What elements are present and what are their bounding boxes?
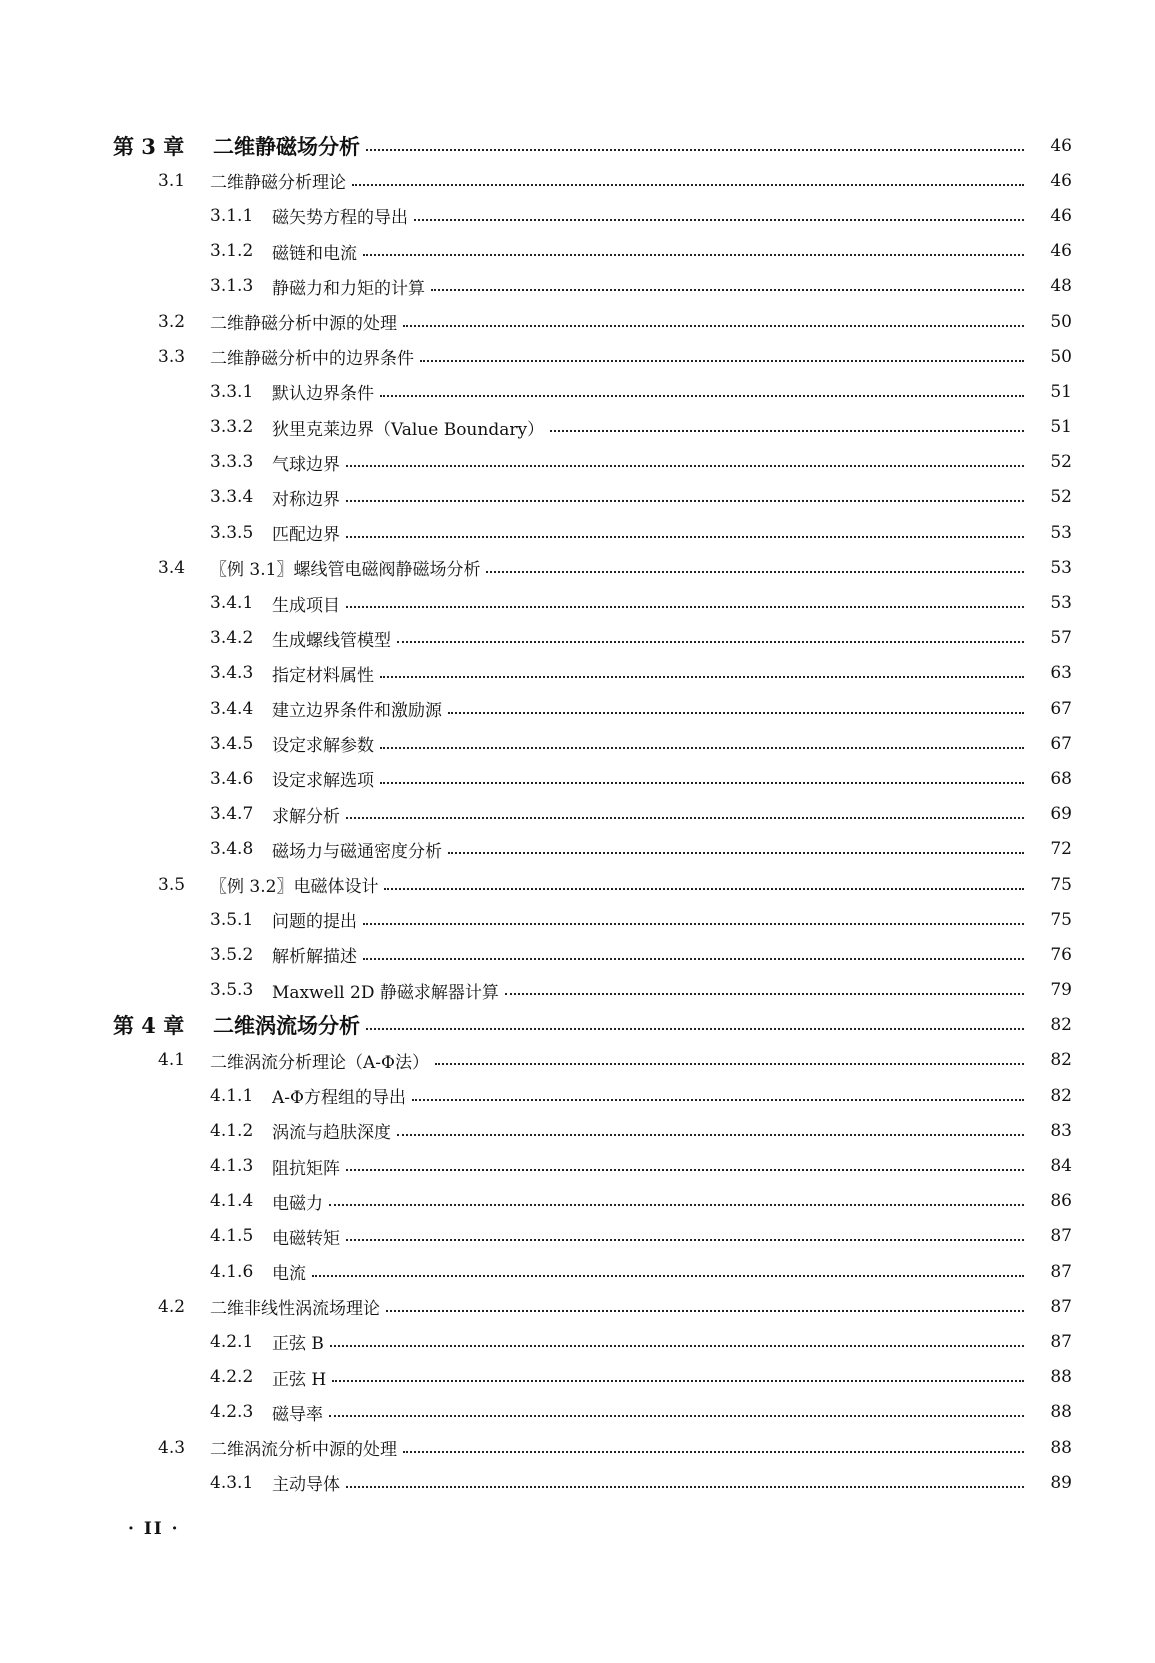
toc-entry-title: 建立边界条件和激励源 xyxy=(272,701,442,722)
toc-entry-subsection xyxy=(0,1395,1072,1430)
toc-entry-subsection xyxy=(0,832,1072,867)
toc-entry-chapter xyxy=(0,1008,1072,1043)
toc-entry-subsection xyxy=(0,480,1072,515)
toc-entry-page-number: 83 xyxy=(1050,1120,1072,1141)
toc-entry-subsection xyxy=(0,656,1072,691)
toc-entry-page-number: 52 xyxy=(1050,487,1072,508)
toc-entry-subsection xyxy=(0,1324,1072,1359)
toc-entry-page-number: 50 xyxy=(1050,346,1072,367)
toc-entry-subsection xyxy=(0,374,1072,409)
toc-entry-title: 〖例 3.1〗螺线管电磁阀静磁场分析 xyxy=(210,560,481,581)
dot-leader xyxy=(346,606,1024,608)
toc-entry-title: 电流 xyxy=(272,1264,306,1285)
toc-entry-subsection xyxy=(0,1465,1072,1500)
toc-entry-number: 3.4.1 xyxy=(210,593,254,614)
toc-entry-chapter xyxy=(0,128,1072,163)
dot-leader xyxy=(329,1204,1024,1206)
toc-entry-title: 二维静磁分析理论 xyxy=(210,173,346,194)
dot-leader xyxy=(366,149,1024,151)
toc-entry-number: 3.3.2 xyxy=(210,417,254,438)
toc-entry-page-number: 50 xyxy=(1050,311,1072,332)
toc-entry-section xyxy=(0,304,1072,339)
toc-entry-subsection xyxy=(0,585,1072,620)
toc-entry-number: 4.1.5 xyxy=(210,1226,254,1247)
toc-entry-subsection xyxy=(0,410,1072,445)
toc-entry-number: 3.1.2 xyxy=(210,241,254,262)
dot-leader xyxy=(329,1415,1024,1417)
toc-entry-page-number: 53 xyxy=(1050,522,1072,543)
toc-entry-page-number: 89 xyxy=(1050,1472,1072,1493)
toc-entry-number: 3.3 xyxy=(158,346,186,367)
toc-entry-page-number: 79 xyxy=(1050,980,1072,1001)
toc-entry-title: 二维非线性涡流场理论 xyxy=(210,1299,380,1320)
toc-entry-title: 生成螺线管模型 xyxy=(272,630,391,651)
dot-leader xyxy=(505,993,1024,995)
toc-entry-title: 设定求解选项 xyxy=(272,771,374,792)
dot-leader xyxy=(332,1380,1024,1382)
dot-leader xyxy=(380,395,1024,397)
toc-entry-subsection xyxy=(0,1254,1072,1289)
dot-leader xyxy=(412,1099,1024,1101)
toc-entry-number: 3.4 xyxy=(158,557,186,578)
toc-entry-subsection xyxy=(0,621,1072,656)
toc-entry-title: 匹配边界 xyxy=(272,525,340,546)
toc-entry-subsection xyxy=(0,902,1072,937)
toc-entry-number: 3.3.1 xyxy=(210,381,254,402)
toc-entry-title: 正弦 B xyxy=(272,1334,324,1355)
toc-entry-title: Maxwell 2D 静磁求解器计算 xyxy=(272,982,499,1003)
toc-entry-page-number: 75 xyxy=(1050,874,1072,895)
toc-entry-title: 静磁力和力矩的计算 xyxy=(272,278,425,299)
toc-entry-title: 二维涡流分析中源的处理 xyxy=(210,1440,397,1461)
toc-entry-title: 二维涡流场分析 xyxy=(213,1013,360,1039)
toc-entry-number: 3.1.1 xyxy=(210,205,254,226)
toc-entry-number: 4.3 xyxy=(158,1437,186,1458)
toc-entry-page-number: 67 xyxy=(1050,733,1072,754)
toc-entry-page-number: 46 xyxy=(1050,205,1072,226)
toc-entry-title: 二维静磁分析中的边界条件 xyxy=(210,349,414,370)
toc-entry-number: 3.4.7 xyxy=(210,804,254,825)
toc-entry-title: 问题的提出 xyxy=(272,912,357,933)
toc-entry-number: 4.2.3 xyxy=(210,1402,254,1423)
dot-leader xyxy=(431,289,1024,291)
table-of-contents xyxy=(0,128,1155,1500)
toc-entry-page-number: 48 xyxy=(1050,276,1072,297)
dot-leader xyxy=(386,1310,1024,1312)
toc-entry-title: 指定材料属性 xyxy=(272,665,374,686)
toc-entry-number: 4.2.1 xyxy=(210,1331,254,1352)
toc-entry-subsection xyxy=(0,1360,1072,1395)
toc-entry-page-number: 84 xyxy=(1050,1156,1072,1177)
toc-entry-title: 二维静磁分析中源的处理 xyxy=(210,314,397,335)
toc-entry-page-number: 87 xyxy=(1050,1226,1072,1247)
toc-entry-section xyxy=(0,867,1072,902)
toc-entry-title: 解析解描述 xyxy=(272,947,357,968)
dot-leader xyxy=(486,571,1024,573)
toc-entry-title: 二维静磁场分析 xyxy=(213,133,360,159)
toc-entry-page-number: 53 xyxy=(1050,593,1072,614)
toc-entry-title: 磁链和电流 xyxy=(272,243,357,264)
toc-entry-page-number: 72 xyxy=(1050,839,1072,860)
toc-entry-number: 3.4.3 xyxy=(210,663,254,684)
toc-entry-subsection xyxy=(0,269,1072,304)
toc-entry-subsection xyxy=(0,1184,1072,1219)
toc-entry-subsection xyxy=(0,234,1072,269)
toc-entry-page-number: 75 xyxy=(1050,909,1072,930)
toc-entry-number: 4.3.1 xyxy=(210,1472,254,1493)
toc-entry-number: 4.1.2 xyxy=(210,1120,254,1141)
toc-entry-title: 主动导体 xyxy=(272,1475,340,1496)
dot-leader xyxy=(312,1275,1024,1277)
toc-entry-page-number: 53 xyxy=(1050,557,1072,578)
toc-entry-number: 3.5.2 xyxy=(210,944,254,965)
toc-entry-page-number: 52 xyxy=(1050,452,1072,473)
toc-entry-subsection xyxy=(0,973,1072,1008)
toc-entry-title: 阻抗矩阵 xyxy=(272,1158,340,1179)
dot-leader xyxy=(346,1486,1024,1488)
dot-leader xyxy=(397,641,1024,643)
toc-entry-number: 4.1.3 xyxy=(210,1156,254,1177)
dot-leader xyxy=(414,219,1024,221)
toc-entry-title: 〖例 3.2〗电磁体设计 xyxy=(210,877,379,898)
toc-entry-section xyxy=(0,339,1072,374)
toc-entry-subsection xyxy=(0,515,1072,550)
toc-entry-subsection xyxy=(0,1219,1072,1254)
toc-entry-number: 第 3 章 xyxy=(113,133,185,159)
page-number-footer: · II · xyxy=(128,1519,180,1539)
toc-entry-title: 对称边界 xyxy=(272,489,340,510)
toc-entry-number: 3.4.4 xyxy=(210,698,254,719)
toc-entry-page-number: 86 xyxy=(1050,1191,1072,1212)
dot-leader xyxy=(330,1345,1024,1347)
toc-entry-number: 3.3.4 xyxy=(210,487,254,508)
dot-leader xyxy=(363,958,1024,960)
toc-entry-number: 4.2.2 xyxy=(210,1367,254,1388)
toc-entry-number: 4.1 xyxy=(158,1050,186,1071)
toc-entry-section xyxy=(0,163,1072,198)
toc-entry-page-number: 88 xyxy=(1050,1367,1072,1388)
toc-entry-title: 设定求解参数 xyxy=(272,736,374,757)
toc-entry-title: 正弦 H xyxy=(272,1369,327,1390)
toc-entry-number: 3.4.2 xyxy=(210,628,254,649)
toc-entry-page-number: 82 xyxy=(1050,1015,1072,1036)
toc-entry-title: 默认边界条件 xyxy=(272,384,374,405)
toc-entry-page-number: 88 xyxy=(1050,1402,1072,1423)
toc-entry-subsection xyxy=(0,726,1072,761)
toc-entry-page-number: 46 xyxy=(1050,241,1072,262)
toc-entry-title: 磁导率 xyxy=(272,1404,323,1425)
dot-leader xyxy=(403,1451,1024,1453)
toc-entry-number: 4.1.6 xyxy=(210,1261,254,1282)
toc-entry-subsection xyxy=(0,1078,1072,1113)
dot-leader xyxy=(448,712,1024,714)
toc-entry-number: 4.2 xyxy=(158,1296,186,1317)
toc-entry-subsection xyxy=(0,797,1072,832)
dot-leader xyxy=(403,325,1024,327)
toc-entry-page-number: 67 xyxy=(1050,698,1072,719)
dot-leader xyxy=(346,536,1024,538)
toc-entry-title: 生成项目 xyxy=(272,595,340,616)
toc-entry-number: 3.1.3 xyxy=(210,276,254,297)
toc-entry-page-number: 57 xyxy=(1050,628,1072,649)
dot-leader xyxy=(346,1169,1024,1171)
toc-entry-subsection xyxy=(0,1113,1072,1148)
dot-leader xyxy=(352,184,1024,186)
toc-entry-title: 电磁转矩 xyxy=(272,1228,340,1249)
toc-entry-title: 求解分析 xyxy=(272,806,340,827)
toc-entry-page-number: 46 xyxy=(1050,135,1072,156)
toc-entry-page-number: 87 xyxy=(1050,1296,1072,1317)
dot-leader xyxy=(380,782,1024,784)
toc-entry-title: 涡流与趋肤深度 xyxy=(272,1123,391,1144)
toc-entry-subsection xyxy=(0,1148,1072,1183)
toc-entry-number: 4.1.4 xyxy=(210,1191,254,1212)
toc-entry-page-number: 68 xyxy=(1050,768,1072,789)
toc-entry-title: A-Φ方程组的导出 xyxy=(272,1088,406,1109)
toc-entry-section xyxy=(0,1043,1072,1078)
toc-entry-subsection xyxy=(0,198,1072,233)
toc-entry-page-number: 51 xyxy=(1050,381,1072,402)
toc-entry-number: 3.3.5 xyxy=(210,522,254,543)
toc-entry-title: 磁场力与磁通密度分析 xyxy=(272,841,442,862)
toc-entry-subsection xyxy=(0,691,1072,726)
toc-entry-page-number: 46 xyxy=(1050,170,1072,191)
toc-entry-page-number: 88 xyxy=(1050,1437,1072,1458)
dot-leader xyxy=(397,1134,1024,1136)
toc-entry-number: 3.4.5 xyxy=(210,733,254,754)
dot-leader xyxy=(420,360,1024,362)
toc-entry-number: 3.4.6 xyxy=(210,768,254,789)
toc-entry-page-number: 87 xyxy=(1050,1331,1072,1352)
dot-leader xyxy=(435,1063,1024,1065)
toc-entry-page-number: 87 xyxy=(1050,1261,1072,1282)
toc-entry-page-number: 76 xyxy=(1050,944,1072,965)
toc-entry-title: 狄里克莱边界（Value Boundary） xyxy=(272,419,545,440)
toc-entry-page-number: 82 xyxy=(1050,1085,1072,1106)
dot-leader xyxy=(448,852,1024,854)
toc-entry-page-number: 82 xyxy=(1050,1050,1072,1071)
dot-leader xyxy=(363,254,1024,256)
toc-entry-number: 第 4 章 xyxy=(113,1013,185,1039)
toc-entry-title: 电磁力 xyxy=(272,1193,323,1214)
dot-leader xyxy=(366,1028,1024,1030)
dot-leader xyxy=(346,1239,1024,1241)
toc-entry-number: 3.1 xyxy=(158,170,186,191)
toc-entry-title: 磁矢势方程的导出 xyxy=(272,208,408,229)
dot-leader xyxy=(380,747,1024,749)
dot-leader xyxy=(346,465,1024,467)
dot-leader xyxy=(384,888,1024,890)
dot-leader xyxy=(346,817,1024,819)
dot-leader xyxy=(380,676,1024,678)
toc-entry-number: 3.5.3 xyxy=(210,980,254,1001)
toc-entry-number: 3.2 xyxy=(158,311,186,332)
dot-leader xyxy=(346,500,1024,502)
toc-entry-number: 3.3.3 xyxy=(210,452,254,473)
toc-entry-number: 4.1.1 xyxy=(210,1085,254,1106)
toc-entry-number: 3.5 xyxy=(158,874,186,895)
toc-entry-section xyxy=(0,1430,1072,1465)
toc-entry-page-number: 69 xyxy=(1050,804,1072,825)
toc-entry-title: 二维涡流分析理论（A-Φ法） xyxy=(210,1052,429,1073)
toc-entry-subsection xyxy=(0,445,1072,480)
toc-entry-subsection xyxy=(0,937,1072,972)
toc-entry-page-number: 51 xyxy=(1050,417,1072,438)
dot-leader xyxy=(550,430,1024,432)
dot-leader xyxy=(363,923,1024,925)
toc-entry-section xyxy=(0,1289,1072,1324)
toc-entry-section xyxy=(0,550,1072,585)
toc-entry-page-number: 63 xyxy=(1050,663,1072,684)
toc-entry-number: 3.5.1 xyxy=(210,909,254,930)
toc-entry-number: 3.4.8 xyxy=(210,839,254,860)
toc-entry-subsection xyxy=(0,761,1072,796)
toc-entry-title: 气球边界 xyxy=(272,454,340,475)
